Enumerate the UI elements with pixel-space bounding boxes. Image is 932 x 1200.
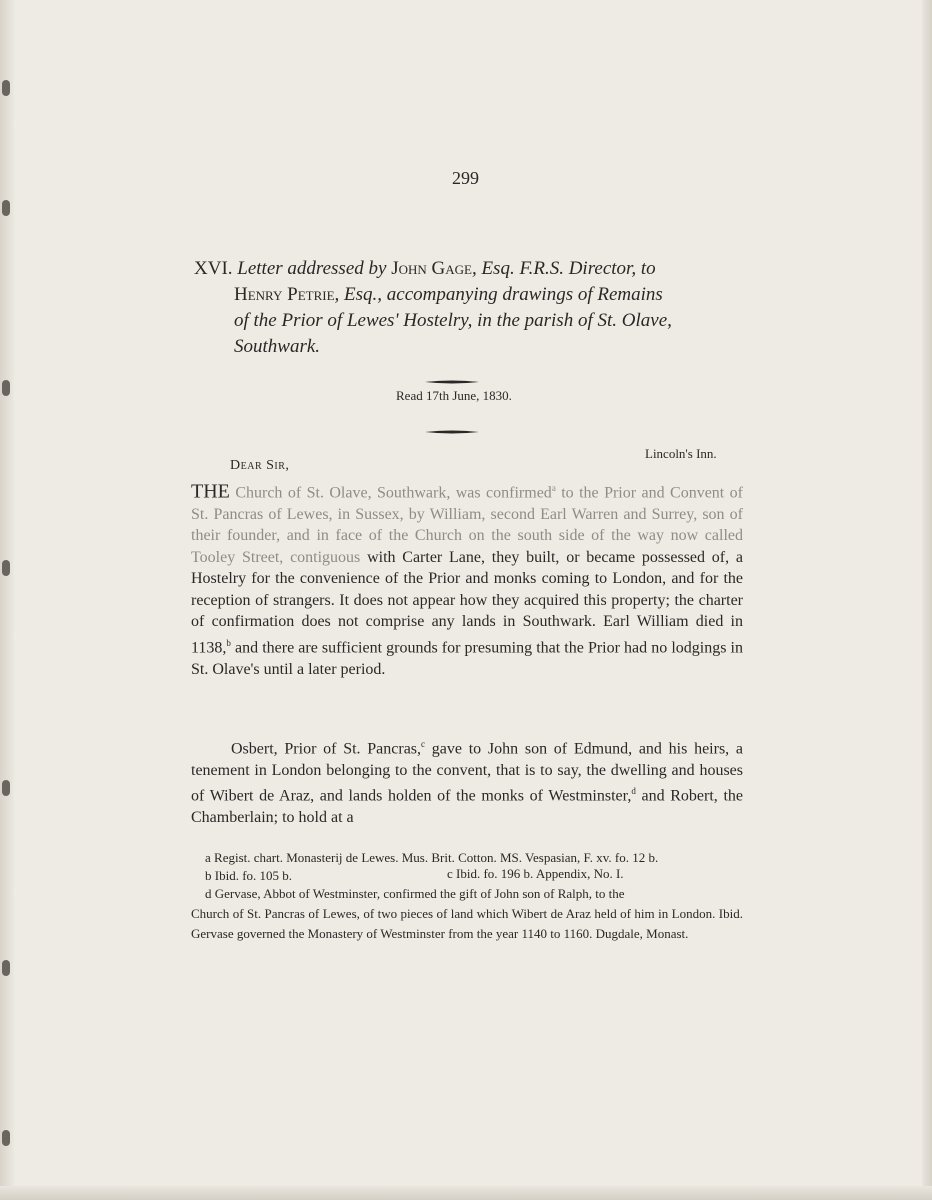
ornament-rule-top xyxy=(425,379,479,385)
footnote-b: b Ibid. fo. 105 b. xyxy=(205,868,293,883)
faded-text: to the Prior and Convent of St. Pancras of Lewes, in Sussex, by William, second Earl Warren and Surrey, son of their founder, and in face of the Church on the south side of the way now called Tooley Street, contiguous xyxy=(191,484,744,566)
drop-cap: THE xyxy=(191,480,230,503)
binding-spine xyxy=(0,0,14,1200)
paragraph-2 xyxy=(191,734,743,829)
paragraph-text: Osbert, Prior of St. Pancras, xyxy=(231,740,422,758)
recipient-name: Henry Petrie xyxy=(234,284,335,305)
article-title xyxy=(194,256,754,360)
title-line2 xyxy=(194,282,754,308)
salutation: Dear Sir, xyxy=(230,458,290,473)
paragraph-text: and Robert, the Chamberlain; to hold at a xyxy=(191,787,743,827)
title-part1: Letter addressed by xyxy=(232,258,392,279)
footnote-ref-c: c xyxy=(421,739,426,749)
paragraph-text: gave to John son of Edmund, and his heirs, a tenement in London belonging to the convent, that is to say, the dwelling and houses of Wibert de Araz, and lands holden of the monks of Westminster, xyxy=(191,740,743,805)
paragraph-text: and there are sufficient grounds for presuming that the Prior had no lodgings in St. Olave's until a later period. xyxy=(191,639,743,678)
page-edge-bottom xyxy=(0,1186,932,1200)
footnote-ref-a: a xyxy=(551,483,556,493)
binding-hole xyxy=(2,1130,10,1146)
paragraph-1 xyxy=(191,478,743,680)
faded-text: Church of St. Olave, Southwark, was confirmed xyxy=(229,484,552,502)
title-part2: , Esq. F.R.S. Director, to xyxy=(471,258,656,279)
binding-hole xyxy=(2,780,10,796)
footnote-c: c Ibid. fo. 196 b. Appendix, No. I. xyxy=(447,866,624,881)
paragraph-text: with Carter Lane, they built, or became possessed of, a Hostelry for the convenience of the Prior and monks coming to London, and for the reception of strangers. It does not appear how they acquired this property; the charter of confirmation does not comprise any lands in Southwark. Earl William died in 1138, xyxy=(191,548,744,657)
footnote-a: a Regist. chart. Monasterij de Lewes. Mus. Brit. Cotton. MS. Vespasian, F. xv. fo. 12 b. xyxy=(205,850,659,865)
binding-hole xyxy=(2,200,10,216)
page-edge-right xyxy=(922,0,932,1200)
footnote-d: d Gervase, Abbot of Westminster, confirmed the gift of John son of Ralph, to the xyxy=(205,886,625,901)
footnote-ref-b: b xyxy=(226,637,231,648)
footnote-ref-d: d xyxy=(631,786,636,797)
title-line3: of the Prior of Lewes' Hostelry, in the parish of St. Olave, xyxy=(234,310,672,331)
binding-hole xyxy=(2,560,10,576)
author-name: John Gage xyxy=(391,258,472,279)
binding-hole xyxy=(2,380,10,396)
read-date: Read 17th June, 1830. xyxy=(396,388,512,403)
title-line4: Southwark. xyxy=(234,336,321,357)
binding-hole xyxy=(2,960,10,976)
ornament-rule-bottom xyxy=(425,429,479,435)
title-prefix: XVI. xyxy=(194,258,233,279)
page-number: 299 xyxy=(452,168,479,188)
letter-place: Lincoln's Inn. xyxy=(645,446,717,461)
binding-hole xyxy=(2,80,10,96)
footnote-d-continued: Church of St. Pancras of Lewes, of two pieces of land which Wibert de Araz held of him in London. Ibid. Gervase governed the Monastery of Westminster from the year 1140 to 1160. Dugdale, Monast. xyxy=(191,906,743,941)
title-part3: , Esq., accompanying drawings of Remains xyxy=(334,284,663,305)
